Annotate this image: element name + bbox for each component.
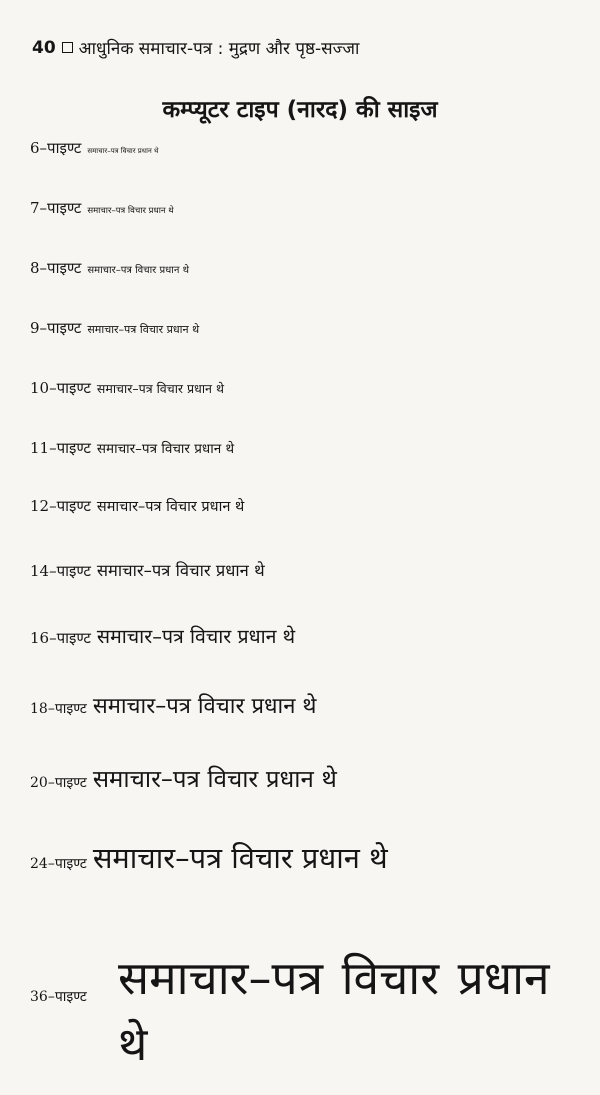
- sample-text: समाचार–पत्र विचार प्रधान थे: [87, 147, 159, 155]
- sample-text: समाचार–पत्र विचार प्रधान थे: [92, 694, 317, 719]
- sample-text: समाचार–पत्र विचार प्रधान थे: [87, 206, 174, 216]
- point-size-label: 10–पाइण्ट: [30, 379, 91, 397]
- square-bullet-icon: [62, 42, 73, 53]
- size-row-24: [30, 838, 388, 877]
- point-size-label: 9–पाइण्ट: [30, 319, 82, 337]
- point-size-label: 8–पाइण्ट: [30, 259, 82, 277]
- size-row-9: [30, 318, 199, 338]
- size-row-10: [30, 378, 224, 398]
- page-title: कम्प्यूटर टाइप (नारद) की साइज: [162, 97, 438, 123]
- page-number: 40: [32, 37, 56, 58]
- point-size-label: 36–पाइण्ट: [30, 989, 87, 1005]
- size-row-36: [30, 945, 590, 1085]
- running-title: आधुनिक समाचार-पत्र : मुद्रण और पृष्ठ-सज्जा: [78, 39, 360, 59]
- size-row-12: [30, 496, 244, 516]
- size-row-11: [30, 438, 234, 458]
- point-size-label: 24–पाइण्ट: [30, 856, 87, 872]
- sample-text: समाचार–पत्र विचार प्रधान थे: [96, 561, 265, 580]
- size-row-18: [30, 690, 316, 720]
- sample-text: समाचार–पत्र विचार प्रधान थे: [87, 323, 200, 336]
- point-size-label: 18–पाइण्ट: [30, 701, 87, 717]
- sample-text: समाचार–पत्र विचार प्रधान थे: [96, 441, 235, 457]
- size-row-14: [30, 558, 265, 581]
- size-row-16: [30, 622, 295, 649]
- point-size-label: 6–पाइण्ट: [30, 139, 82, 157]
- point-size-label: 11–पाइण्ट: [30, 439, 91, 457]
- point-size-label: 14–पाइण्ट: [30, 562, 91, 580]
- size-row-8: [30, 258, 189, 278]
- point-size-label: 7–पाइण्ट: [30, 199, 82, 217]
- sample-text: समाचार–पत्र विचार प्रधान थे: [92, 841, 388, 875]
- sample-text: समाचार–पत्र विचार प्रधान थे: [92, 765, 337, 793]
- size-row-6: [30, 138, 159, 158]
- sample-text: समाचार–पत्र विचार प्रधान थे: [96, 381, 224, 396]
- sample-text: समाचार–पत्र विचार प्रधान थे: [96, 499, 245, 515]
- sample-text: समाचार–पत्र विचार प्रधान थे: [87, 265, 189, 276]
- sample-text: समाचार–पत्र विचार प्रधान थे: [118, 951, 550, 1071]
- running-header: [32, 36, 359, 59]
- size-row-7: [30, 198, 174, 218]
- point-size-label: 20–पाइण्ट: [30, 775, 87, 791]
- point-size-label: 16–पाइण्ट: [30, 629, 91, 647]
- point-size-label: 12–पाइण्ट: [30, 497, 91, 515]
- sample-text: समाचार–पत्र विचार प्रधान थे: [96, 625, 296, 648]
- size-row-20: [30, 762, 337, 795]
